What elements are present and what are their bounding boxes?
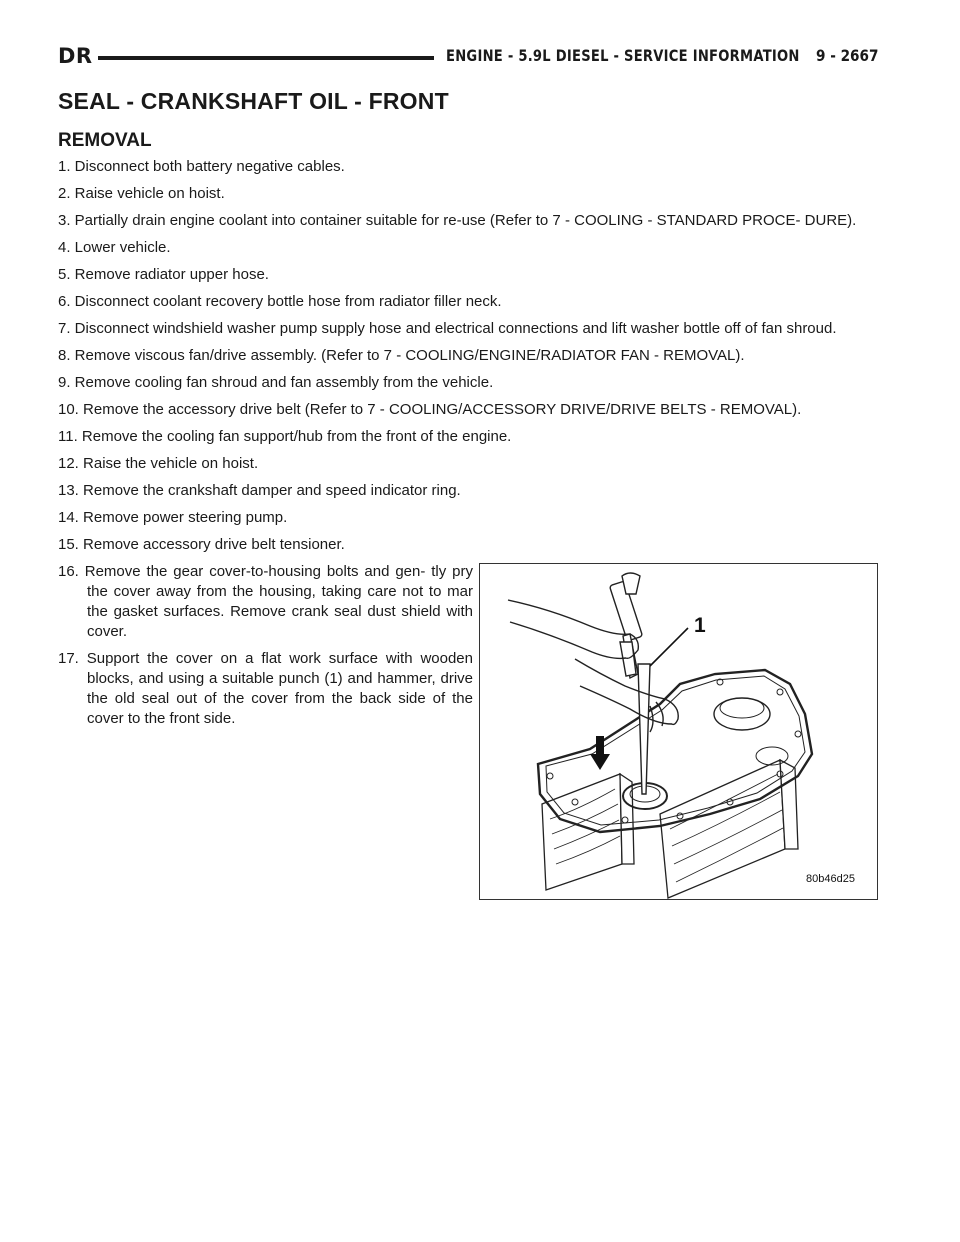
hands-icon: [508, 600, 678, 732]
page-number: 9 - 2667: [815, 46, 878, 65]
callout-leader: [650, 628, 688, 666]
step-item: 11. Remove the cooling fan support/hub from the front of the engine.: [58, 428, 512, 445]
section-heading: REMOVAL: [58, 130, 152, 151]
step-item: 16. Remove the gear cover-to-housing bolts and gen- tly pry the cover away from the housing, taking care not to mar the gasket surfaces. Remove crank seal dust shield with cover.: [58, 563, 473, 640]
wooden-blocks: [542, 760, 798, 898]
page-header: [58, 44, 878, 74]
step-item: 1. Disconnect both battery negative cables.: [58, 158, 345, 175]
punch-icon: [620, 642, 650, 794]
step-item: 3. Partially drain engine coolant into container suitable for re-use (Refer to 7 - COOLING - STANDARD PROCE- DURE).: [58, 212, 857, 229]
header-rule: [98, 56, 434, 60]
step-item: 2. Raise vehicle on hoist.: [58, 185, 225, 202]
page-title: SEAL - CRANKSHAFT OIL - FRONT: [58, 88, 449, 114]
step-item: 12. Raise the vehicle on hoist.: [58, 455, 259, 472]
step-item: 17. Support the cover on a flat work surface with wooden blocks, and using a suitable punch (1) and hammer, drive the old seal out of the cover from the back side of the cover to the front side.: [58, 650, 473, 727]
step-item: 14. Remove power steering pump.: [58, 509, 288, 526]
seal-removal-illustration: [479, 563, 878, 900]
step-item: 9. Remove cooling fan shroud and fan assembly from the vehicle.: [58, 374, 494, 391]
figure-code: 80b46d25: [806, 873, 855, 885]
step-item: 15. Remove accessory drive belt tensioner.: [58, 536, 345, 553]
callout-label: 1: [694, 614, 706, 637]
step-item: 7. Disconnect windshield washer pump supply hose and electrical connections and lift washer bottle off of fan shroud.: [58, 320, 837, 337]
step-item: 4. Lower vehicle.: [58, 239, 171, 256]
illustration-drawing: [480, 564, 877, 899]
step-item: 13. Remove the crankshaft damper and speed indicator ring.: [58, 482, 461, 499]
step-item: 10. Remove the accessory drive belt (Refer to 7 - COOLING/ACCESSORY DRIVE/DRIVE BELTS - REMOVAL).: [58, 401, 802, 418]
header-title: ENGINE - 5.9L DIESEL - SERVICE INFORMATION: [446, 46, 800, 65]
step-item: 5. Remove radiator upper hose.: [58, 266, 269, 283]
step-item: 6. Disconnect coolant recovery bottle hose from radiator filler neck.: [58, 293, 502, 310]
header-code: DR: [58, 44, 93, 68]
step-item: 8. Remove viscous fan/drive assembly. (Refer to 7 - COOLING/ENGINE/RADIATOR FAN - REMOVAL).: [58, 347, 745, 364]
